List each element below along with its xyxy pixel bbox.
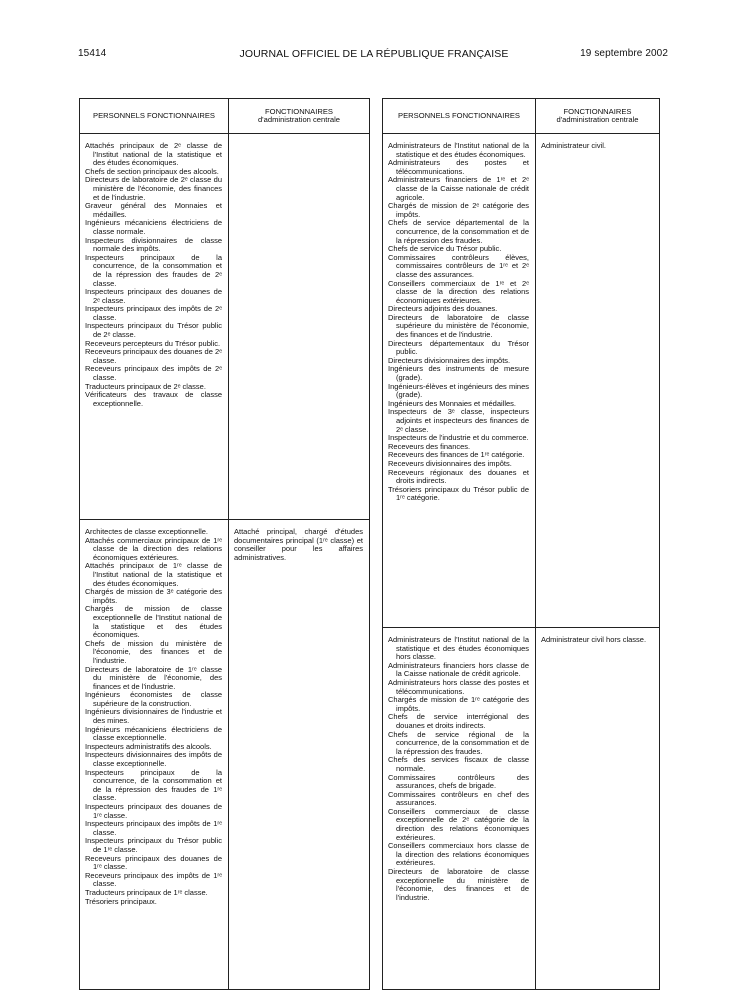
page-number: 15414 xyxy=(78,48,107,59)
list-item: Administrateurs de l'Institut national de la statistique et des études économiques. xyxy=(388,141,529,159)
left-group-1-list xyxy=(85,142,222,408)
list-item: Ingénieurs économistes de classe supérieure de la construction. xyxy=(85,690,222,708)
list-item: Commissaires contrôleurs en chef des assurances. xyxy=(388,789,529,808)
left-col-fonctionnaires-header-line1: FONCTIONNAIRES xyxy=(265,107,333,116)
list-item: Directeurs départementaux du Trésor public. xyxy=(388,338,529,357)
left-group-1-fonctionnaires xyxy=(229,134,370,520)
list-item: Ingénieurs des Monnaies et médailles. xyxy=(388,398,516,408)
list-item: Inspecteurs principaux du Trésor public de 1ʳᵉ classe. xyxy=(85,836,222,854)
list-item: Chargés de mission de 3ᵉ catégorie des impôts. xyxy=(85,587,222,605)
left-col-fonctionnaires-header xyxy=(229,99,370,134)
list-item: Chefs de service départemental de la concurrence, de la consommation et de la répression des fraudes. xyxy=(388,218,529,245)
list-item: Receveurs des finances. xyxy=(388,441,471,451)
list-item: Vérificateurs des travaux de classe exceptionnelle. xyxy=(85,390,222,408)
list-item: Conseillers commerciaux de classe exceptionnelle de 2ᵉ catégorie de la direction des relations économiques extérieures. xyxy=(388,806,529,842)
list-item: Chargés de mission de 2ᵉ catégorie des impôts. xyxy=(388,201,529,219)
right-col-fonctionnaires-header-line1: FONCTIONNAIRES xyxy=(563,107,632,116)
list-item: Inspecteurs principaux des douanes de 2ᵉ classe. xyxy=(85,287,222,305)
left-col-personnels-header: PERSONNELS FONCTIONNAIRES xyxy=(80,99,229,134)
list-item: Directeurs de laboratoire de 2ᵉ classe du ministère de l'économie, des finances et de l'industrie. xyxy=(85,175,222,202)
list-item: Ingénieurs divisionnaires de l'industrie et des mines. xyxy=(85,707,222,726)
list-item: Trésoriers principaux. xyxy=(85,896,157,906)
list-item: Inspecteurs divisionnaires de classe normale des impôts. xyxy=(85,235,222,254)
list-item: Inspecteurs divisionnaires des impôts de classe exceptionnelle. xyxy=(85,750,222,769)
list-item: Receveurs régionaux des douanes et droits indirects. xyxy=(388,467,529,486)
list-item: Traducteurs principaux de 2ᵉ classe. xyxy=(85,381,206,391)
left-group-1-personnels xyxy=(80,134,229,520)
list-item: Ingénieurs mécaniciens électriciens de classe normale. xyxy=(85,218,222,236)
list-item: Inspecteurs de l'industrie et du commerce. xyxy=(388,433,529,443)
list-item: Receveurs divisionnaires des impôts. xyxy=(388,458,512,468)
right-group-1-fonctionnaires xyxy=(536,134,660,628)
list-item: Chefs de service du Trésor public. xyxy=(388,244,502,254)
list-item: Receveurs principaux des impôts de 2ᵉ classe. xyxy=(85,364,222,383)
left-table xyxy=(79,98,370,990)
left-group-row-1 xyxy=(80,134,370,520)
list-item: Commissaires contrôleurs des assurances, chefs de brigade. xyxy=(388,772,529,791)
list-item: Directeurs de laboratoire de 1ʳᵉ classe du ministère de l'économie, des finances et de l'industrie. xyxy=(85,664,222,691)
publication-date: 19 septembre 2002 xyxy=(580,48,668,59)
right-col-fonctionnaires-header xyxy=(536,99,660,134)
list-item: Chefs de service interrégional des douanes et droits indirects. xyxy=(388,712,529,730)
right-group-row-1 xyxy=(383,134,660,628)
right-group-2-personnels xyxy=(383,628,536,990)
left-group-row-2 xyxy=(80,520,370,990)
right-group-1-list xyxy=(388,142,529,503)
list-item: Conseillers commerciaux de 1ʳᵉ et 2ᵉ classe de la direction des relations économiques extérieures. xyxy=(388,278,529,305)
right-col-fonctionnaires-header-line2: d'administration centrale xyxy=(556,115,639,124)
list-item: Administrateurs financiers hors classe de la Caisse nationale de crédit agricole. xyxy=(388,660,529,679)
right-col-personnels-header: PERSONNELS FONCTIONNAIRES xyxy=(383,99,536,134)
list-item: Ingénieurs-élèves et ingénieurs des mines (grade). xyxy=(388,381,529,400)
left-group-2-list xyxy=(85,528,222,906)
list-item: Chargés de mission de 1ʳᵉ catégorie des impôts. xyxy=(388,695,529,713)
right-table xyxy=(382,98,660,990)
list-item: Graveur général des Monnaies et médailles. xyxy=(85,201,222,219)
right-group-2-fonctionnaires-text: Administrateur civil hors classe. xyxy=(541,635,647,644)
list-item: Directeurs adjoints des douanes. xyxy=(388,304,498,314)
list-item: Directeurs de laboratoire de classe exceptionnelle du ministère de l'économie, des finances et de l'industrie. xyxy=(388,867,529,902)
left-group-2-personnels xyxy=(80,520,229,990)
list-item: Inspecteurs de 3ᵉ classe, inspecteurs adjoints et inspecteurs des finances de 2ᵉ classe. xyxy=(388,407,529,434)
left-table-header-row xyxy=(80,99,370,134)
list-item: Administrateurs financiers de 1ʳᵉ et 2ᵉ classe de la Caisse nationale de crédit agricole. xyxy=(388,175,529,202)
list-item: Inspecteurs principaux des impôts de 2ᵉ classe. xyxy=(85,304,222,322)
list-item: Administrateurs hors classe des postes et télécommunications. xyxy=(388,677,529,696)
list-item: Inspecteurs principaux des douanes de 1ʳᵉ classe. xyxy=(85,802,222,820)
list-item: Architectes de classe exceptionnelle. xyxy=(85,527,208,536)
list-item: Commissaires contrôleurs élèves, commissaires contrôleurs de 1ʳᵉ et 2ᵉ classe des assurances. xyxy=(388,252,529,279)
list-item: Receveurs des finances de 1ʳᵉ catégorie. xyxy=(388,450,525,460)
list-item: Receveurs principaux des douanes de 1ʳᵉ classe. xyxy=(85,853,222,872)
list-item: Attachés principaux de 2ᵉ classe de l'Institut national de la statistique et des études économiques. xyxy=(85,141,222,168)
list-item: Administrateurs de l'Institut national de la statistique et des études économiques hors classe. xyxy=(388,635,529,662)
right-group-row-2 xyxy=(383,628,660,990)
list-item: Chefs de mission du ministère de l'économie, des finances et de l'industrie. xyxy=(85,638,222,665)
list-item: Ingénieurs mécaniciens électriciens de classe exceptionnelle. xyxy=(85,724,222,743)
list-item: Receveurs percepteurs du Trésor public. xyxy=(85,338,221,348)
right-group-2-list xyxy=(388,636,529,902)
right-group-1-personnels xyxy=(383,134,536,628)
list-item: Administrateurs des postes et télécommunications. xyxy=(388,158,529,176)
list-item: Inspecteurs principaux des impôts de 1ʳᵉ classe. xyxy=(85,819,222,837)
list-item: Inspecteurs principaux de la concurrence, de la consommation et de la répression des fraudes de 2ᵉ classe. xyxy=(85,252,222,288)
left-col-fonctionnaires-header-line2: d'administration centrale xyxy=(257,115,341,124)
left-group-2-fonctionnaires xyxy=(229,520,370,990)
right-table-header-row xyxy=(383,99,660,134)
list-item: Inspecteurs principaux du Trésor public de 2ᵉ classe. xyxy=(85,321,222,340)
list-item: Directeurs divisionnaires des impôts. xyxy=(388,355,511,365)
list-item: Traducteurs principaux de 1ʳᵉ classe. xyxy=(85,887,208,897)
list-item: Chargés de mission de classe exceptionnelle de l'Institut national de la statistique et des études économiques. xyxy=(85,604,222,640)
list-item: Inspecteurs principaux de la concurrence, de la consommation et de la répression des fraudes de 1ʳᵉ classe. xyxy=(85,767,222,803)
list-item: Conseillers commerciaux hors classe de la direction des relations économiques extérieures. xyxy=(388,841,529,868)
list-item: Chefs de section principaux des alcools. xyxy=(85,166,219,176)
right-group-2-fonctionnaires xyxy=(536,628,660,990)
list-item: Trésoriers principaux du Trésor public de 1ʳᵉ catégorie. xyxy=(388,484,529,503)
journal-title: JOURNAL OFFICIEL DE LA RÉPUBLIQUE FRANÇAISE xyxy=(239,48,509,60)
list-item: Chefs des services fiscaux de classe normale. xyxy=(388,755,529,773)
list-item: Ingénieurs des instruments de mesure (grade). xyxy=(388,364,529,383)
right-group-1-fonctionnaires-text: Administrateur civil. xyxy=(541,141,607,150)
list-item: Receveurs principaux des impôts de 1ʳᵉ classe. xyxy=(85,870,222,889)
list-item: Receveurs principaux des douanes de 2ᵉ classe. xyxy=(85,347,222,365)
list-item: Attachés commerciaux principaux de 1ʳᵉ classe de la direction des relations économiques extérieures. xyxy=(85,535,222,562)
list-item: Directeurs de laboratoire de classe supérieure du ministère de l'économie, des finances et de l'industrie. xyxy=(388,312,529,340)
list-item: Attachés principaux de 1ʳᵉ classe de l'Institut national de la statistique et des études économiques. xyxy=(85,561,222,588)
left-group-2-fonctionnaires-text: Attaché principal, chargé d'études documentaires principal (1ʳᵉ classe) et conseiller pour les affaires administratives. xyxy=(234,527,363,562)
list-item: Chefs de service régional de la concurrence, de la consommation et de la répression des fraudes. xyxy=(388,729,529,756)
list-item: Inspecteurs administratifs des alcools. xyxy=(85,741,212,751)
